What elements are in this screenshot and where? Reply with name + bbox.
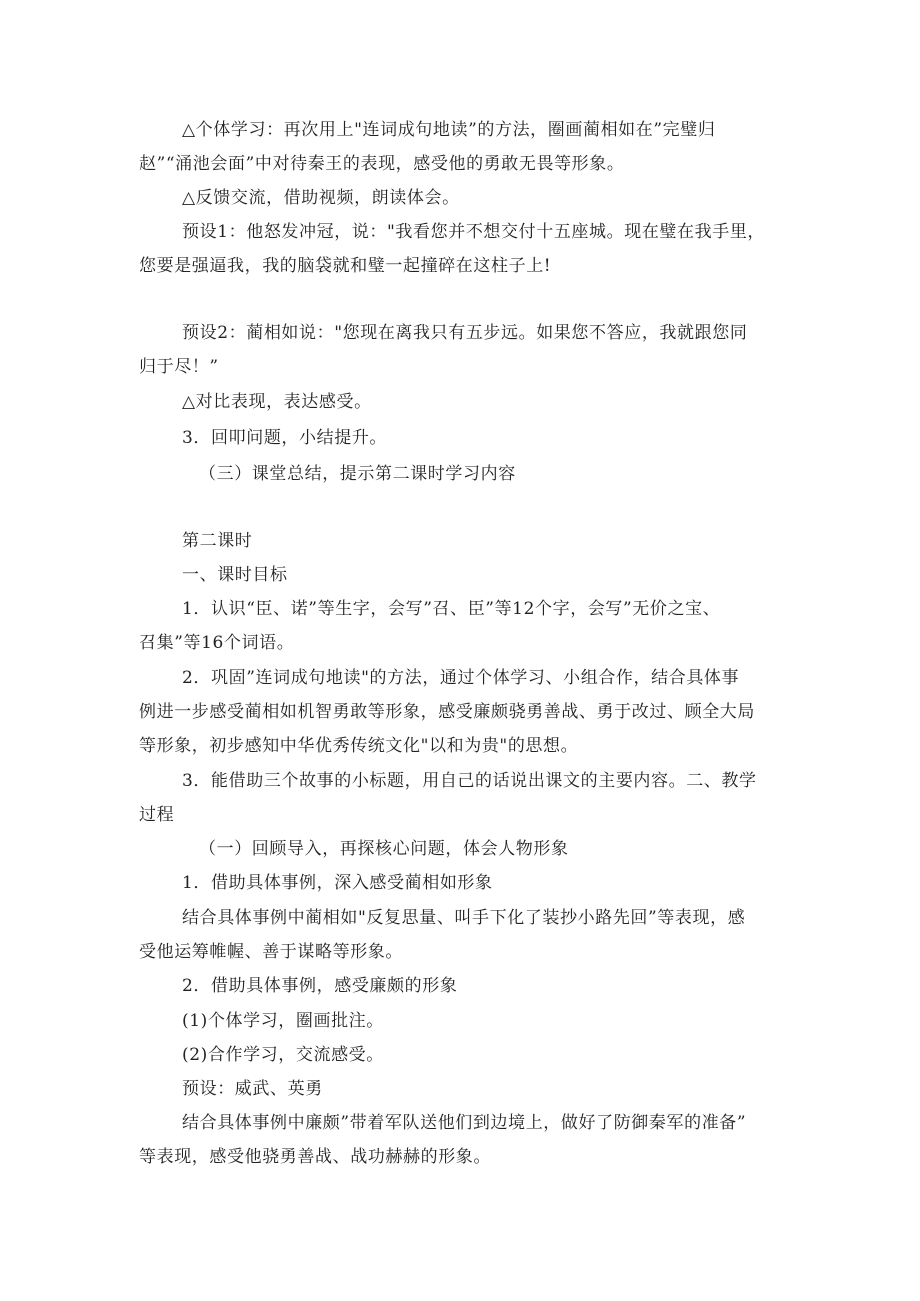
text-line: (1)个体学习，圈画批注。 <box>182 1011 384 1031</box>
text-line: 3．回叩问题，小结提升。 <box>182 428 388 448</box>
text-line: 您要是强逼我，我的脑袋就和璧一起撞碎在这柱子上! <box>139 256 552 276</box>
text-line: 预设1：他怒发冲冠，说："我看您并不想交付十五座城。现在璧在我手里， <box>182 222 766 242</box>
text-line: 结合具体事例中廉颇”带着军队送他们到边境上，做好了防御秦军的准备” <box>182 1113 747 1133</box>
text-line: 1．认识“臣、诺”等生字，会写”召、臣”等12个字，会写”无价之宝、 <box>182 599 721 619</box>
text-line: 赵”“涌池会面”中对待秦王的表现，感受他的勇敢无畏等形象。 <box>139 154 625 174</box>
text-line: 结合具体事例中蔺相如"反复思量、叫手下化了装抄小路先回”等表现，感 <box>182 908 746 928</box>
text-line: 2．借助具体事例，感受廉颇的形象 <box>182 976 458 996</box>
text-line: 等表现，感受他骁勇善战、战功赫赫的形象。 <box>139 1147 491 1167</box>
text-line: 1．借助具体事例，深入感受蔺相如形象 <box>182 873 493 893</box>
text-line: 一、课时目标 <box>182 565 288 585</box>
text-line: △对比表现，表达感受。 <box>182 392 372 412</box>
text-line: (2)合作学习，交流感受。 <box>182 1045 384 1065</box>
text-line: 2．巩固”连词成句地读"的方法，通过个体学习、小组合作，结合具体事 <box>182 668 740 688</box>
text-line: 预设2：蔺相如说："您现在离我只有五步远。如果您不答应，我就跟您同 <box>182 323 748 343</box>
text-line: （三）课堂总结，提示第二课时学习内容 <box>199 464 516 484</box>
text-line: 3．能借助三个故事的小标题，用自己的话说出课文的主要内容。二、教学 <box>182 771 757 791</box>
text-line: △反馈交流，借助视频，朗读体会。 <box>182 188 460 208</box>
text-line: （一）回顾导入，再探核心问题，体会人物形象 <box>199 839 569 859</box>
text-line: 召集”等16个词语。 <box>139 633 295 653</box>
text-line: 受他运筹帷幄、善于谋略等形象。 <box>139 942 403 962</box>
text-line: 预设：威武、英勇 <box>182 1079 323 1099</box>
text-line: 等形象，初步感知中华优秀传统文化"以和为贵"的思想。 <box>139 736 579 756</box>
text-line: 过程 <box>139 805 175 825</box>
text-line: △个体学习：再次用上"连词成句地读”的方法，圈画蔺相如在”完璧归 <box>182 120 716 140</box>
section-heading: 第二课时 <box>182 531 253 551</box>
text-line: 例进一步感受蔺相如机智勇敢等形象，感受廉颇骁勇善战、勇于改过、顾全大局 <box>139 702 755 722</box>
text-line: 归于尽！” <box>139 357 219 377</box>
